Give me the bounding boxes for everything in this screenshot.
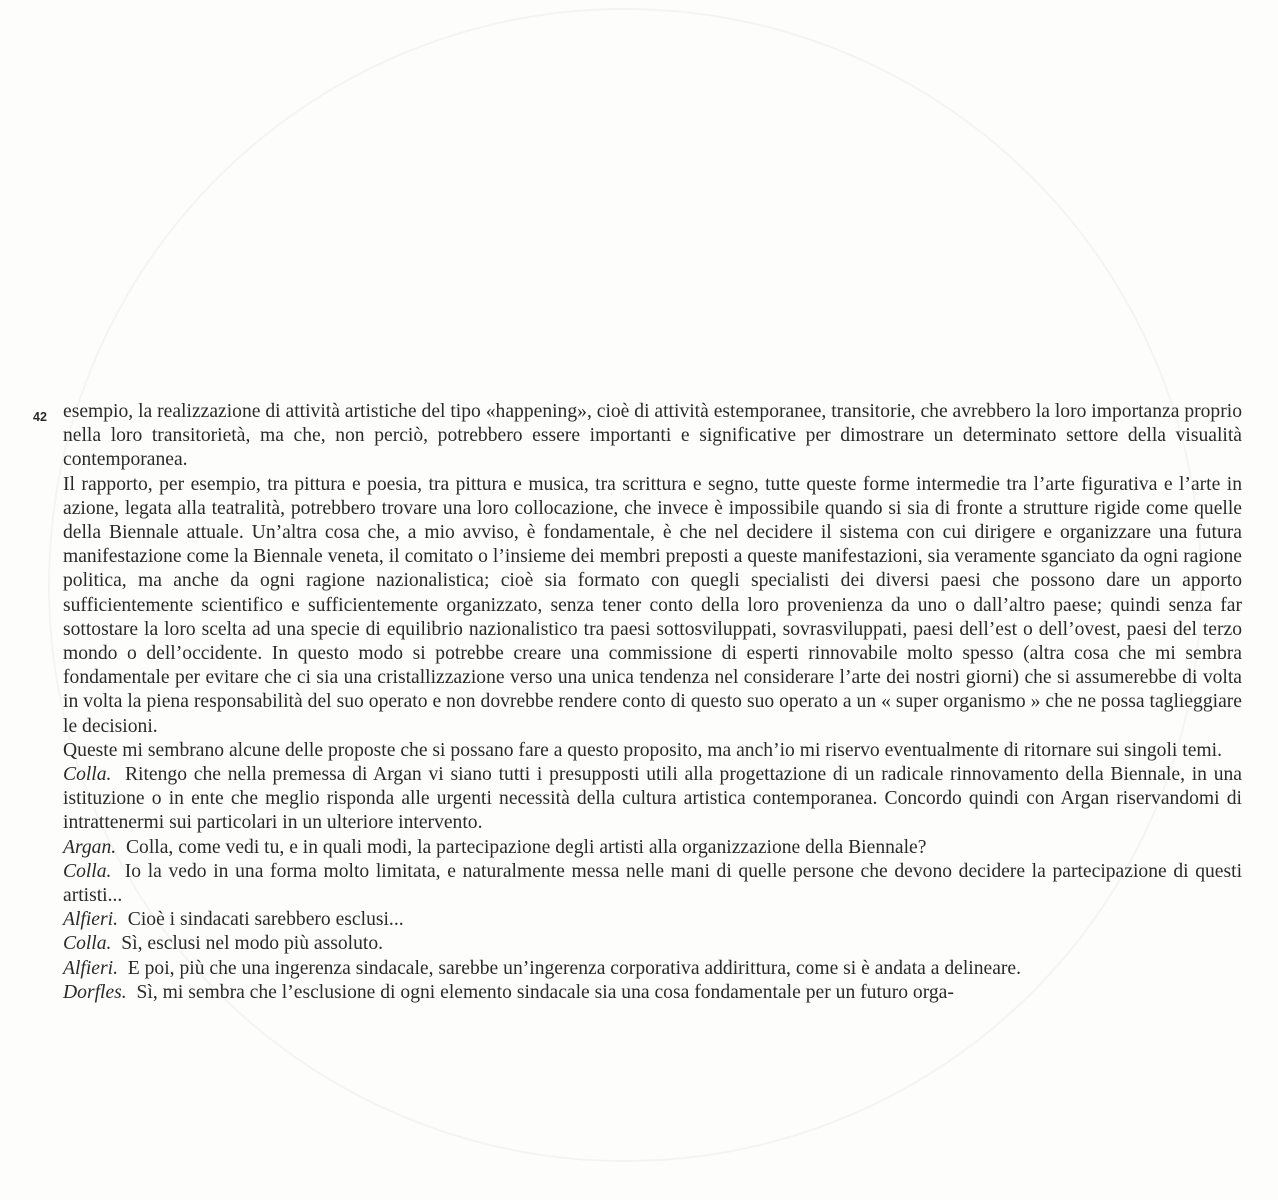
paragraph	[63, 763, 1242, 836]
speaker-name: Colla.	[63, 860, 112, 882]
paragraph	[63, 400, 1242, 473]
paragraph-text: Sì, esclusi nel modo più assoluto.	[121, 933, 384, 955]
document-body	[63, 400, 1242, 1005]
speaker-name: Alfieri.	[63, 957, 118, 979]
paragraph-text: Il rapporto, per esempio, tra pittura e poesia, tra pittura e musica, tra scrittura e segno, tutte queste forme intermedie tra l’arte figurativa e l’arte in azione, legata alla teatralità, potrebbero trovare una loro collocazione, che invece è impossibile quando si sia di fronte a strutture rigide come quelle della Biennale attuale. Un’altra cosa che, a mio avviso, è fondamentale, è che nel decidere il sistema con cui dirigere e organizzare una futura manifestazione come la Biennale veneta, il comitato o l’insieme dei membri preposti a queste manifestazioni, sia veramente sganciato da ogni ragione politica, ma anche da ogni ragione nazionalistica; cioè sia formato con quegli specialisti dei diversi paesi che possono dare un apporto sufficientemente scientifico e sufficientemente organizzato, senza tener conto della loro provenienza da uno o dall’altro paese; quindi senza far sottostare la loro scelta ad una specie di equilibrio nazionalistico tra paesi sottosviluppati, sovrasviluppati, paesi dell’est o dell’ovest, paesi del terzo mondo o dell’occidente. In questo modo si potrebbe creare una commissione di esperti rinnovabile molto spesso (altra cosa che mi sembra fondamentale per evitare che ci sia una cristallizzazione verso una unica tendenza nel considerare l’arte dei nostri giorni) che si assumerebbe di volta in volta la piena responsabilità del suo operato e non dovrebbe rendere conto di questo suo operato a un « super organismo » che ne possa taglieggiare le decisioni.	[63, 473, 1242, 737]
paragraph-text: Sì, mi sembra che l’esclusione di ogni elemento sindacale sia una cosa fondamentale per un futuro orga-	[136, 981, 954, 1003]
paragraph-text: E poi, più che una ingerenza sindacale, sarebbe un’ingerenza corporativa addirittura, come si è andata a delineare.	[127, 957, 1022, 979]
speaker-name: Colla.	[63, 764, 112, 786]
speaker-name: Alfieri.	[63, 909, 118, 931]
speaker-name: Dorfles.	[63, 981, 127, 1003]
page-number: 42	[33, 410, 47, 424]
paragraph	[63, 836, 1242, 860]
paragraph	[63, 908, 1242, 932]
paragraph	[63, 957, 1242, 981]
paragraph	[63, 860, 1242, 908]
paragraph	[63, 473, 1242, 739]
speaker-name: Argan.	[63, 836, 117, 858]
paragraph-text: esempio, la realizzazione di attività artistiche del tipo «happening», cioè di attività estemporanee, transitorie, che avrebbero la loro importanza proprio nella loro transitorietà, ma che, non perciò, potrebbero essere importanti e significative per dimostrare un determinato settore della visualità contemporanea.	[63, 401, 1242, 471]
paragraph-text: Queste mi sembrano alcune delle proposte che si possano fare a questo proposito, ma anch’io mi riservo eventualmente di ritornare sui singoli temi.	[63, 739, 1222, 761]
paragraph	[63, 932, 1242, 956]
paragraph	[63, 739, 1242, 763]
paragraph-text: Io la vedo in una forma molto limitata, e naturalmente messa nelle mani di quelle persone che devono decidere la partecipazione di questi artisti...	[63, 860, 1243, 907]
speaker-name: Colla.	[63, 933, 112, 955]
paragraph	[63, 981, 1242, 1005]
paragraph-text: Colla, come vedi tu, e in quali modi, la partecipazione degli artisti alla organizzazione della Biennale?	[125, 836, 927, 858]
paragraph-text: Ritengo che nella premessa di Argan vi siano tutti i presupposti utili alla progettazione di un radicale rinnovamento della Biennale, in una istituzione o in ente che meglio risponda alle urgenti necessità della cultura artistica contemporanea. Concordo quindi con Argan riservandomi di intrattenermi sui particolari in un ulteriore intervento.	[63, 764, 1242, 834]
paragraph-text: Cioè i sindacati sarebbero esclusi...	[127, 909, 404, 931]
